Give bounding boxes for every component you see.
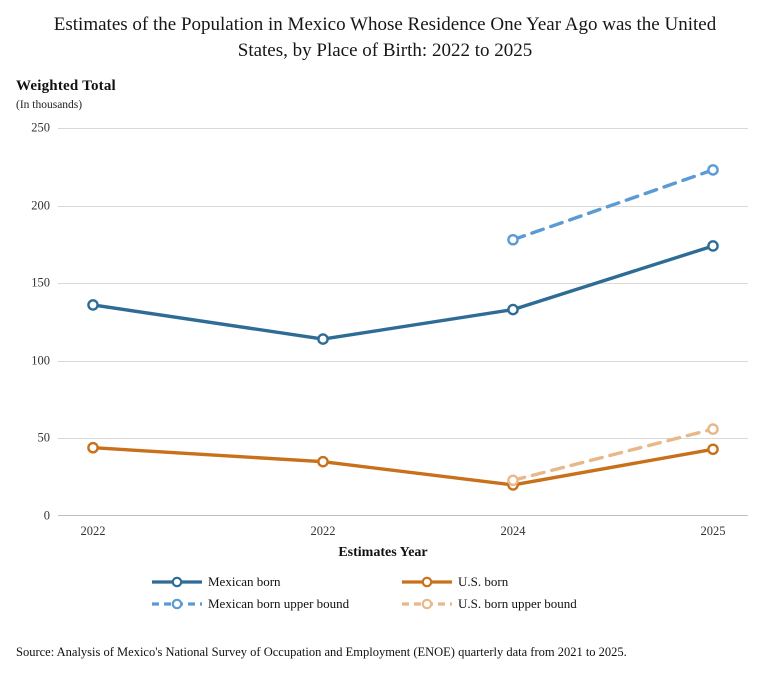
legend-item-us-born — [400, 574, 650, 590]
series-marker-0-3 — [708, 241, 717, 250]
source-note: Source: Analysis of Mexico's National Survey of Occupation and Employment (ENOE) quarterly data from 2021 to 2025. — [16, 645, 627, 659]
legend-label-us-born-upper: U.S. born upper bound — [458, 596, 577, 611]
legend-label-mexican-born-upper: Mexican born upper bound — [208, 596, 350, 611]
series-marker-0-2 — [508, 305, 517, 314]
plot-area — [31, 120, 748, 538]
series-marker-3-1 — [708, 424, 717, 433]
series-marker-0-0 — [88, 300, 97, 309]
x-tick-2: 2024 — [500, 524, 526, 538]
y-axis-title: Weighted Total — [16, 78, 116, 94]
legend-label-mexican-born: Mexican born — [208, 574, 281, 589]
legend-swatch-mexican-born-upper — [150, 597, 204, 611]
y-tick-100: 100 — [31, 353, 50, 368]
series-marker-2-1 — [708, 165, 717, 174]
chart-legend — [150, 574, 650, 612]
y-tick-50: 50 — [37, 430, 50, 445]
series-marker-2-0 — [508, 235, 517, 244]
series-marker-3-0 — [508, 476, 517, 485]
series-marker-1-3 — [708, 445, 717, 454]
series-line-2 — [513, 170, 713, 240]
legend-label-us-born: U.S. born — [458, 574, 509, 589]
y-axis-label-block — [16, 78, 116, 111]
series-plot — [58, 128, 748, 516]
series-marker-0-1 — [318, 334, 327, 343]
y-tick-200: 200 — [31, 198, 50, 213]
y-axis-units: (In thousands) — [16, 99, 83, 111]
series-marker-1-0 — [88, 443, 97, 452]
y-tick-250: 250 — [31, 120, 50, 135]
x-tick-3: 2025 — [700, 524, 726, 538]
legend-item-us-born-upper — [400, 596, 650, 612]
x-tick-1: 2022 — [310, 524, 336, 538]
x-axis-title: Estimates Year — [338, 545, 428, 560]
x-tick-0: 2022 — [80, 524, 106, 538]
legend-item-mexican-born — [150, 574, 400, 590]
series-line-0 — [93, 246, 713, 339]
chart-title: Estimates of the Population in Mexico Whose Residence One Year Ago was the United States, by Place of Birth: 2022 to 2025 — [53, 14, 717, 61]
legend-swatch-us-born — [400, 575, 454, 589]
legend-item-mexican-born-upper — [150, 596, 400, 612]
legend-swatch-mexican-born — [150, 575, 204, 589]
legend-swatch-us-born-upper — [400, 597, 454, 611]
series-marker-1-1 — [318, 457, 327, 466]
y-tick-0: 0 — [43, 508, 50, 523]
y-tick-150: 150 — [31, 275, 50, 290]
